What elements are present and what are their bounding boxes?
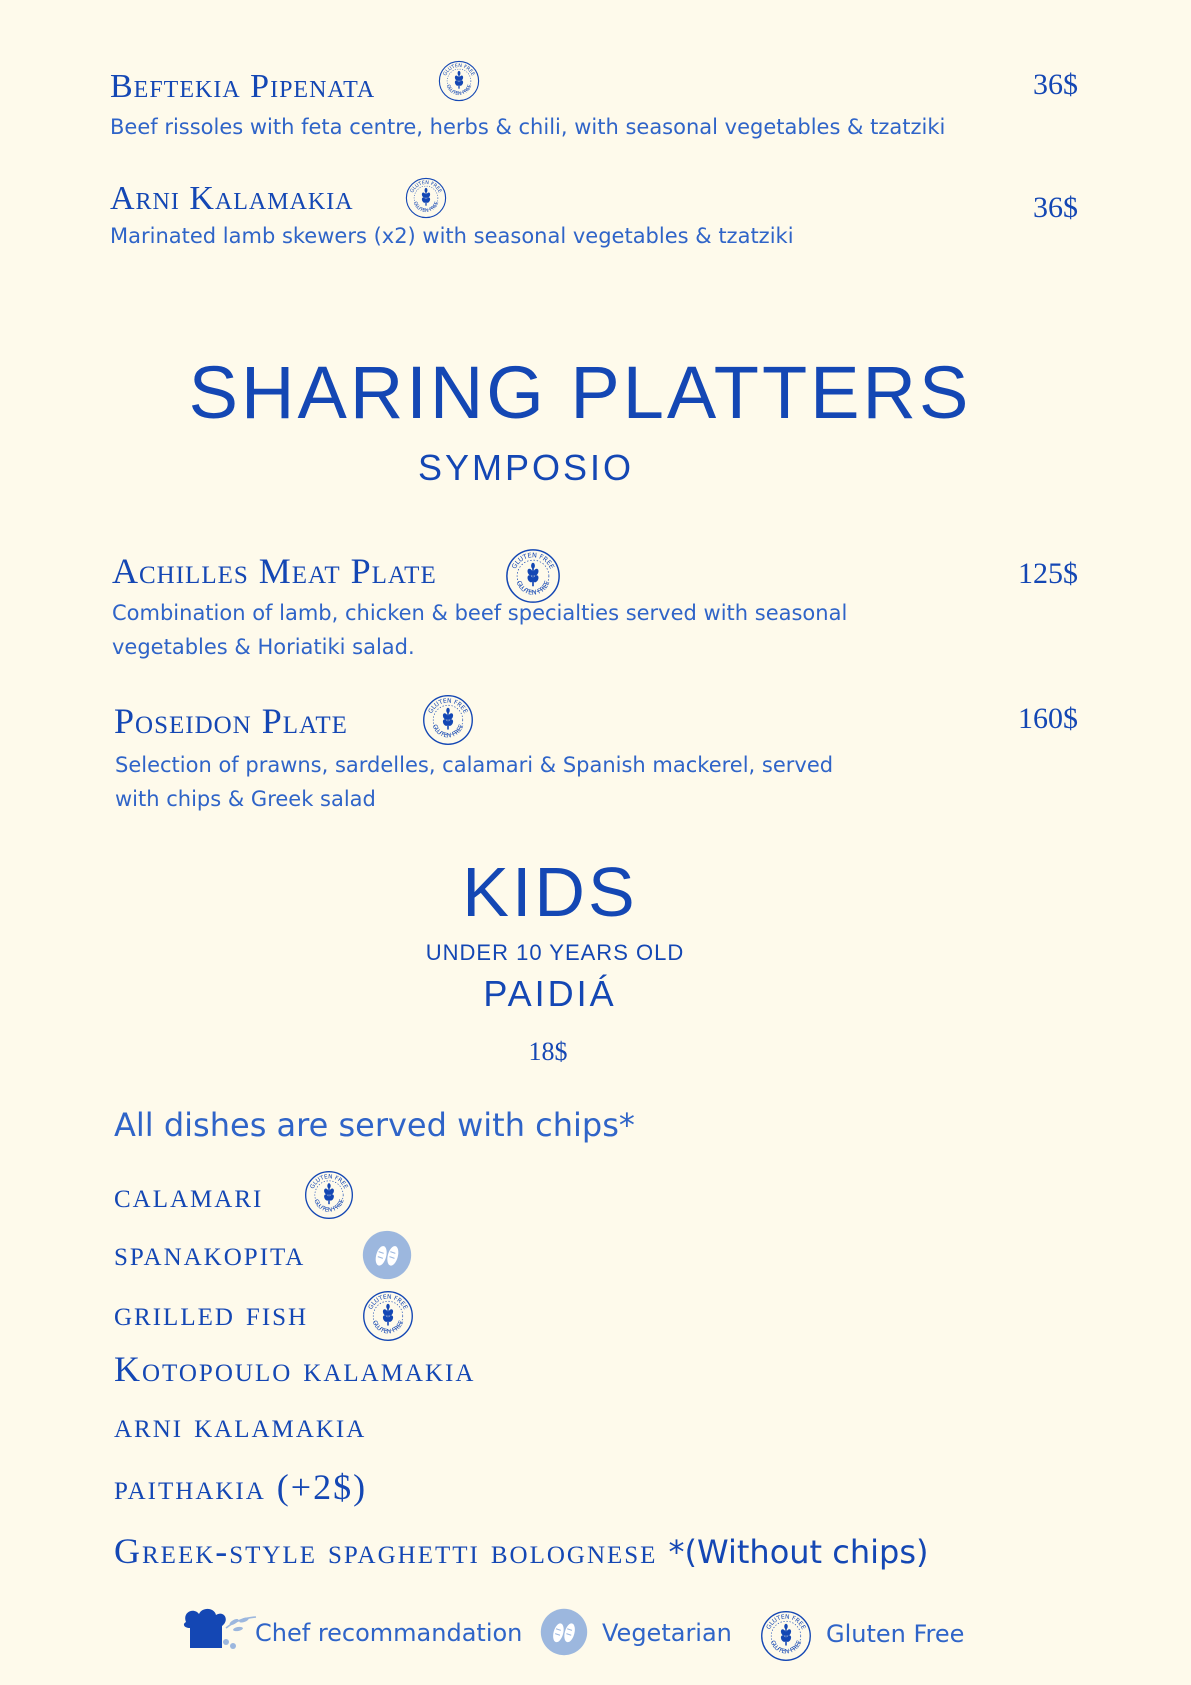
gluten-free-icon bbox=[422, 694, 474, 746]
gluten-free-icon bbox=[760, 1610, 812, 1662]
chef-hat-icon bbox=[180, 1608, 258, 1654]
kids-item: arni kalamakia bbox=[114, 1405, 367, 1445]
item-description: vegetables & Horiatiki salad. bbox=[112, 635, 415, 659]
legend-vegetarian-label: Vegetarian bbox=[602, 1619, 732, 1647]
kids-item: grilled fish bbox=[114, 1293, 309, 1333]
item-price: 160$ bbox=[1018, 702, 1078, 735]
section-subtitle: SYMPOSIO bbox=[417, 447, 635, 488]
item-price: 125$ bbox=[1018, 557, 1078, 590]
item-price: 36$ bbox=[1033, 68, 1078, 101]
kids-item: Greek-style spaghetti bolognese bbox=[114, 1531, 658, 1571]
item-description: with chips & Greek salad bbox=[115, 787, 376, 811]
item-description: Selection of prawns, sardelles, calamari & Spanish mackerel, served bbox=[115, 753, 834, 777]
item-description: Marinated lamb skewers (x2) with seasonal vegetables & tzatziki bbox=[110, 224, 794, 248]
item-description: Beef rissoles with feta centre, herbs & chili, with seasonal vegetables & tzatziki bbox=[110, 115, 946, 139]
item-description: Combination of lamb, chicken & beef specialties served with seasonal bbox=[112, 601, 848, 625]
kids-age-note: UNDER 10 YEARS OLD bbox=[425, 940, 685, 965]
kids-item: spanakopita bbox=[114, 1233, 306, 1273]
section-title: KIDS bbox=[462, 853, 638, 931]
item-name: Achilles Meat Plate bbox=[112, 551, 437, 591]
kids-note: All dishes are served with chips* bbox=[114, 1106, 635, 1144]
kids-item: paithakia (+2$) bbox=[114, 1467, 368, 1507]
gluten-free-icon bbox=[438, 60, 480, 102]
section-subtitle: PAIDIÁ bbox=[483, 973, 617, 1014]
legend-gluten-free-label: Gluten Free bbox=[826, 1620, 965, 1648]
vegetarian-icon bbox=[540, 1608, 588, 1656]
kids-item: calamari bbox=[114, 1175, 264, 1215]
item-name: Poseidon Plate bbox=[114, 701, 348, 741]
section-title: SHARING PLATTERS bbox=[188, 351, 972, 434]
gluten-free-icon bbox=[362, 1290, 414, 1342]
item-name: Arni Kalamakia bbox=[110, 180, 354, 217]
kids-price: 18$ bbox=[528, 1037, 568, 1066]
gluten-free-icon bbox=[304, 1170, 354, 1220]
gluten-free-icon bbox=[405, 177, 447, 219]
kids-item-row bbox=[114, 1530, 929, 1572]
item-price: 36$ bbox=[1033, 191, 1078, 224]
legend-chef-label: Chef recommandation bbox=[255, 1619, 523, 1647]
kids-item: Kotopoulo kalamakia bbox=[114, 1349, 476, 1389]
kids-item-suffix: *(Without chips) bbox=[668, 1533, 929, 1571]
item-name: Beftekia Pipenata bbox=[110, 68, 376, 105]
vegetarian-icon bbox=[362, 1230, 412, 1280]
